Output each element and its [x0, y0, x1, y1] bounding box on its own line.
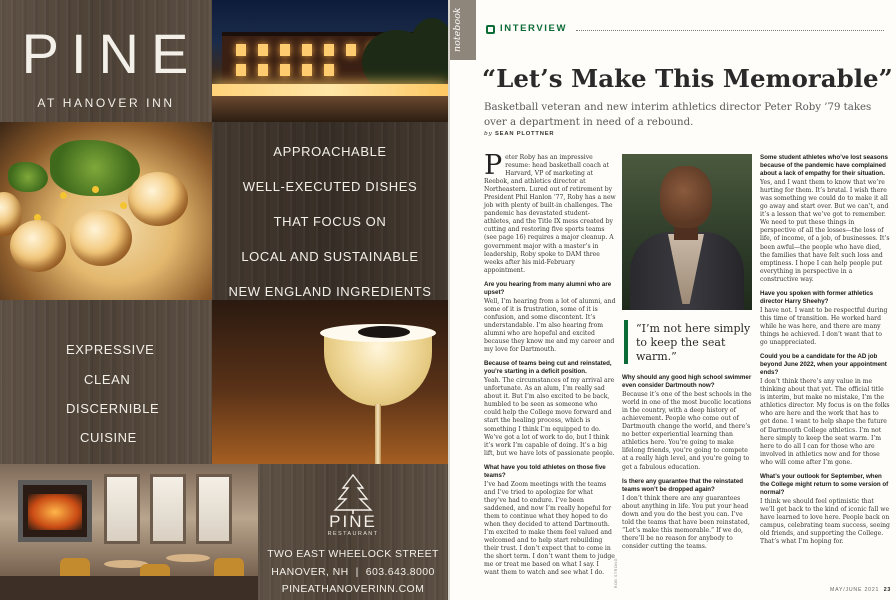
tagline-panel [212, 122, 448, 300]
drop-cap: P [484, 150, 503, 181]
adjective-line: CUISINE [80, 430, 137, 445]
article-column-1 [484, 150, 616, 583]
interview-answer: Yeah. The circumstances of my arrival are unfortunate. As an alum, I’m really sad about it. But I’m also excited to be back, humbled to be seen as someone who could help the College move forward and start the healing process, which is something I think I’m equipped to do. We’ve got a lot of work to do, but I think it’s work I’m capable of doing. It’s a big lift, but we have lots of passionate people. [484, 377, 615, 457]
notebook-tab [450, 0, 476, 60]
adjective-line: CLEAN [84, 372, 131, 387]
cocktail-photo [212, 300, 448, 464]
article-headline: “Let’s Make This Memorable” [482, 64, 893, 93]
interview-question: What have you told athletes on those five teams? [484, 463, 606, 479]
peter-roby-portrait [622, 154, 752, 310]
byline-prefix: by [484, 131, 493, 137]
pine-tree-icon [330, 474, 376, 514]
restaurant-phone[interactable]: 603.643.8000 [365, 566, 435, 578]
tagline-line: THAT FOCUS ON [273, 214, 387, 229]
tagline-line: WELL-EXECUTED DISHES [242, 179, 418, 194]
issue-date: MAY/JUNE 2021 [830, 587, 880, 593]
interview-question: What’s your outlook for September, when the College might return to some version of normal? [760, 472, 889, 496]
interview-question: Could you be a candidate for the AD job beyond June 2022, when your appointment ends? [760, 353, 887, 377]
inn-porch-lights [212, 84, 448, 96]
interview-answer: Yes, and I want them to know that we’re hurting for them. It’s brutal. I wish there was something we could do to make it all go away and start over. But we can’t, and it’s a lesson that we’ve got to remember. We need to put these things in perspective of all the losses—the loss of life, of income, of a job, of businesses. It’s been awful—the people who have died, the families that have felt such loss and emptiness. I hope I can help people put everything in perspective in a constructive way. [760, 179, 890, 283]
section-square-icon [486, 25, 495, 34]
pine-logo-subtitle: AT HANOVER INN [37, 96, 175, 110]
separator: | [355, 566, 359, 578]
section-label: INTERVIEW [500, 23, 568, 34]
byline-name: SEAN PLOTTNER [495, 131, 555, 137]
intro-text: eter Roby has an impressive resume: head basketball coach at Harvard, VP of marketing at Reebok, and athletics director at Northeastern. Lured out of retirement by President Phil Hanlon ’77, Roby has a new job with plenty of built-in challenges. The pandemic has devastated student-athletes, and the Title IX mess created by cutting and restoring five sports teams (see page 16) requires a major cleanup. A government major with a master’s in leadership, Roby spoke to DAM three weeks after his mid-February appointment. [484, 154, 616, 274]
article-column-2 [622, 154, 754, 557]
article-dek: Basketball veteran and new interim athletics director Peter Roby ’79 takes over a department in need of a rebound. [484, 102, 872, 128]
section-header [486, 23, 884, 37]
adjective-line: EXPRESSIVE [66, 342, 155, 357]
page-number: 23 [883, 587, 892, 593]
article-column-3 [760, 154, 890, 552]
section-divider [576, 30, 884, 31]
interview-question: Some student athletes who’ve lost seasons because of the pandemic have complained about a lack of empathy for their situation. [760, 154, 888, 178]
restaurant-city-phone [258, 566, 448, 578]
interview-question: Why should any good high school swimmer even consider Dartmouth now? [622, 374, 752, 390]
restaurant-website-link[interactable]: PINEATHANOVERINN.COM [281, 583, 425, 595]
restaurant-subtitle: RESTAURANT [327, 531, 379, 537]
article-byline [484, 131, 554, 137]
restaurant-name: PINE [329, 512, 377, 531]
pine-logo-wordmark: PINE [21, 22, 201, 85]
pine-logo-panel [0, 0, 212, 122]
interview-answer: I don’t think there are any guarantees about anything in life. You put your head down and you do the best you can. I’ve told the teams that have been reinstated, “Let’s make this memorable.” If we do, there’ll be no reason for anybody to consider cutting the teams. [622, 494, 750, 550]
page-footer [830, 587, 891, 593]
tagline-line: APPROACHABLE [273, 144, 387, 159]
tagline-line: LOCAL AND SUSTAINABLE [241, 249, 419, 264]
interview-answer: I think we should feel optimistic that we’ll get back to the kind of iconic fall we have learned to love here. People back on campus, celebrating team success, seeing old friends, and supporting the College. That’s what I’m hoping for. [760, 497, 890, 546]
intro-paragraph [484, 150, 616, 275]
pull-quote: “I’m not here simply to keep the seat warm.” [624, 320, 754, 364]
restaurant-city: HANOVER, NH [271, 566, 349, 578]
restaurant-interior-photo [0, 464, 258, 600]
interview-question: Because of teams being cut and reinstated, you’re starting in a deficit position. [484, 360, 612, 376]
article-page [450, 0, 896, 600]
interview-question: Have you spoken with former athletics director Harry Sheehy? [760, 289, 874, 305]
adjective-line: DISCERNIBLE [66, 401, 160, 416]
tagline-line: NEW ENGLAND INGREDIENTS [228, 284, 432, 299]
interview-question: Is there any guarantee that the reinstated teams won’t be dropped again? [622, 477, 744, 493]
photo-credit: ROB STRONG [614, 558, 618, 589]
interview-answer: Because it’s one of the best schools in the world in one of the most bucolic locations in the country, with a deep history of achievement. People who come out of Dartmouth change the world, and there’s no better experiential learning than athletics here. You’re going to make lifelong friends, you’re going to compete at a really high level, and you’re going to get a fabulous education. [622, 391, 752, 471]
interview-answer: Well, I’m hearing from a lot of alumni, and some of it is frustration, some of it is confusion, and some discontent. It’s understandable. I’m also hearing from alumni who are hopeful and excited because they know me and my career and my love for Dartmouth. [484, 297, 616, 354]
scallop-dish-photo [0, 122, 212, 300]
interview-question: Are you hearing from many alumni who are upset? [484, 280, 612, 296]
restaurant-address: TWO EAST WHEELOCK STREET [267, 548, 439, 560]
cuisine-adjectives-panel [0, 300, 212, 464]
interview-answer: I have not. I want to be respectful during this time of transition. He worked hard while he was here, and there are many things he achieved. I don’t want that to go unappreciated. [760, 306, 888, 347]
interview-answer: I’ve had Zoom meetings with the teams and I’ve tried to apologize for what they’ve had to endure. I’ve been saddened, and now I’m really hopeful for them to continue what they hoped to do when they decided to attend Dartmouth. I’m excited to make them feel valued and welcomed and to help start rebuilding their trust. I don’t expect that to come in the short term. I don’t want them to judge me or treat me based on what I say. I want them to watch and see what I do. [484, 480, 615, 577]
coupe-glass [324, 332, 432, 406]
interview-answer: I don’t think there’s any value in me thinking about that yet. The official title is interim, but make no mistake, I’m the athletics director. My focus is on the folks who are here and the work that has to get done. I want to help shape the future of Dartmouth College athletics. I’m not here simply to keep the seat warm. I’m here to do all I can for those who are involved in athletics now and for those who will come after I’m gone. [760, 378, 890, 466]
notebook-tab-label: notebook [452, 7, 463, 52]
restaurant-contact-panel [258, 464, 448, 600]
hanover-inn-night-photo [212, 0, 448, 122]
